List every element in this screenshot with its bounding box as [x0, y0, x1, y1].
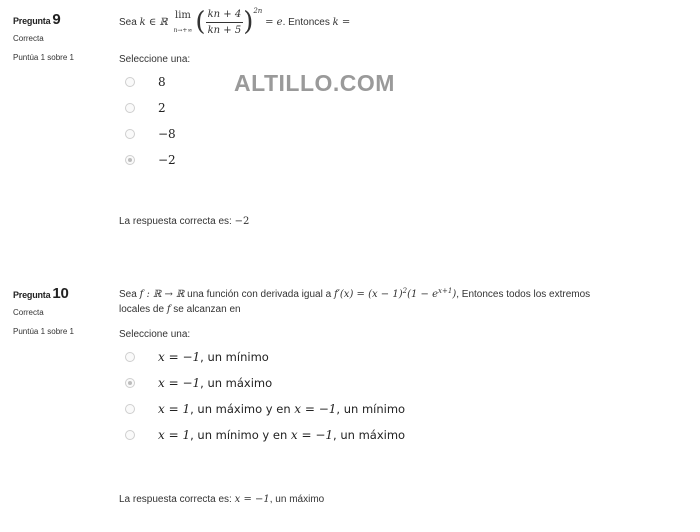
option-label: x = 1, un mínimo y en x = −1, un máximo	[158, 428, 406, 442]
answer-option[interactable]	[119, 396, 679, 422]
radio-button[interactable]	[125, 77, 135, 87]
answer-option[interactable]	[119, 147, 679, 173]
question-state: Correcta	[13, 308, 44, 317]
option-label: 8	[158, 75, 166, 89]
question-info	[13, 11, 108, 62]
option-label: x = −1, un máximo	[158, 376, 273, 390]
radio-button[interactable]	[125, 430, 135, 440]
answer-option[interactable]	[119, 370, 679, 396]
question-info	[13, 285, 108, 336]
answer-option[interactable]	[119, 422, 679, 448]
fraction: $\frac{kn + 4}{kn + 5}$	[207, 9, 242, 36]
question-content	[119, 285, 679, 505]
question-number: Pregunta 9	[13, 11, 61, 28]
watermark: ALTILLO.COM	[234, 70, 395, 96]
answer-option[interactable]	[119, 121, 679, 147]
select-prompt: Seleccione una:	[119, 329, 191, 340]
select-prompt: Seleccione una:	[119, 54, 191, 65]
option-label: −8	[158, 127, 176, 141]
answer-option[interactable]	[119, 95, 679, 121]
right-answer: La respuesta correcta es: x = −1, un máximo	[119, 494, 325, 505]
question-grade: Puntúa 1 sobre 1	[13, 327, 74, 336]
question-text: Sea k ∈ ℝ lim n→+∞ ( $\frac{kn + 4}{kn + 5}$ )$^{2n}$ = e. Entonces k =	[119, 7, 351, 37]
option-label: x = −1, un mínimo	[158, 350, 269, 364]
radio-button-checked[interactable]	[125, 378, 135, 388]
radio-button[interactable]	[125, 352, 135, 362]
radio-button-checked[interactable]	[125, 155, 135, 165]
answer-option[interactable]	[119, 69, 679, 95]
radio-button[interactable]	[125, 404, 135, 414]
option-label: 2	[158, 101, 166, 115]
question-state: Correcta	[13, 34, 44, 43]
option-label: x = 1, un máximo y en x = −1, un mínimo	[158, 402, 406, 416]
question-number: Pregunta 10	[13, 285, 69, 302]
right-answer: La respuesta correcta es: −2	[119, 216, 250, 227]
answer-options	[119, 69, 679, 173]
question-content	[119, 7, 679, 227]
radio-button[interactable]	[125, 103, 135, 113]
radio-button[interactable]	[125, 129, 135, 139]
question-text: Sea f : ℝ → ℝ una función con derivada igual a $f'(x) = (x - 1)^2(1 - e^{x+1})$, Entonces todos los extremos locales de f se alcanzan en	[119, 287, 591, 315]
answer-options	[119, 344, 679, 448]
option-label: −2	[158, 153, 176, 167]
answer-option[interactable]	[119, 344, 679, 370]
limit-expression: lim n→+∞	[173, 9, 193, 34]
question-grade: Puntúa 1 sobre 1	[13, 53, 74, 62]
